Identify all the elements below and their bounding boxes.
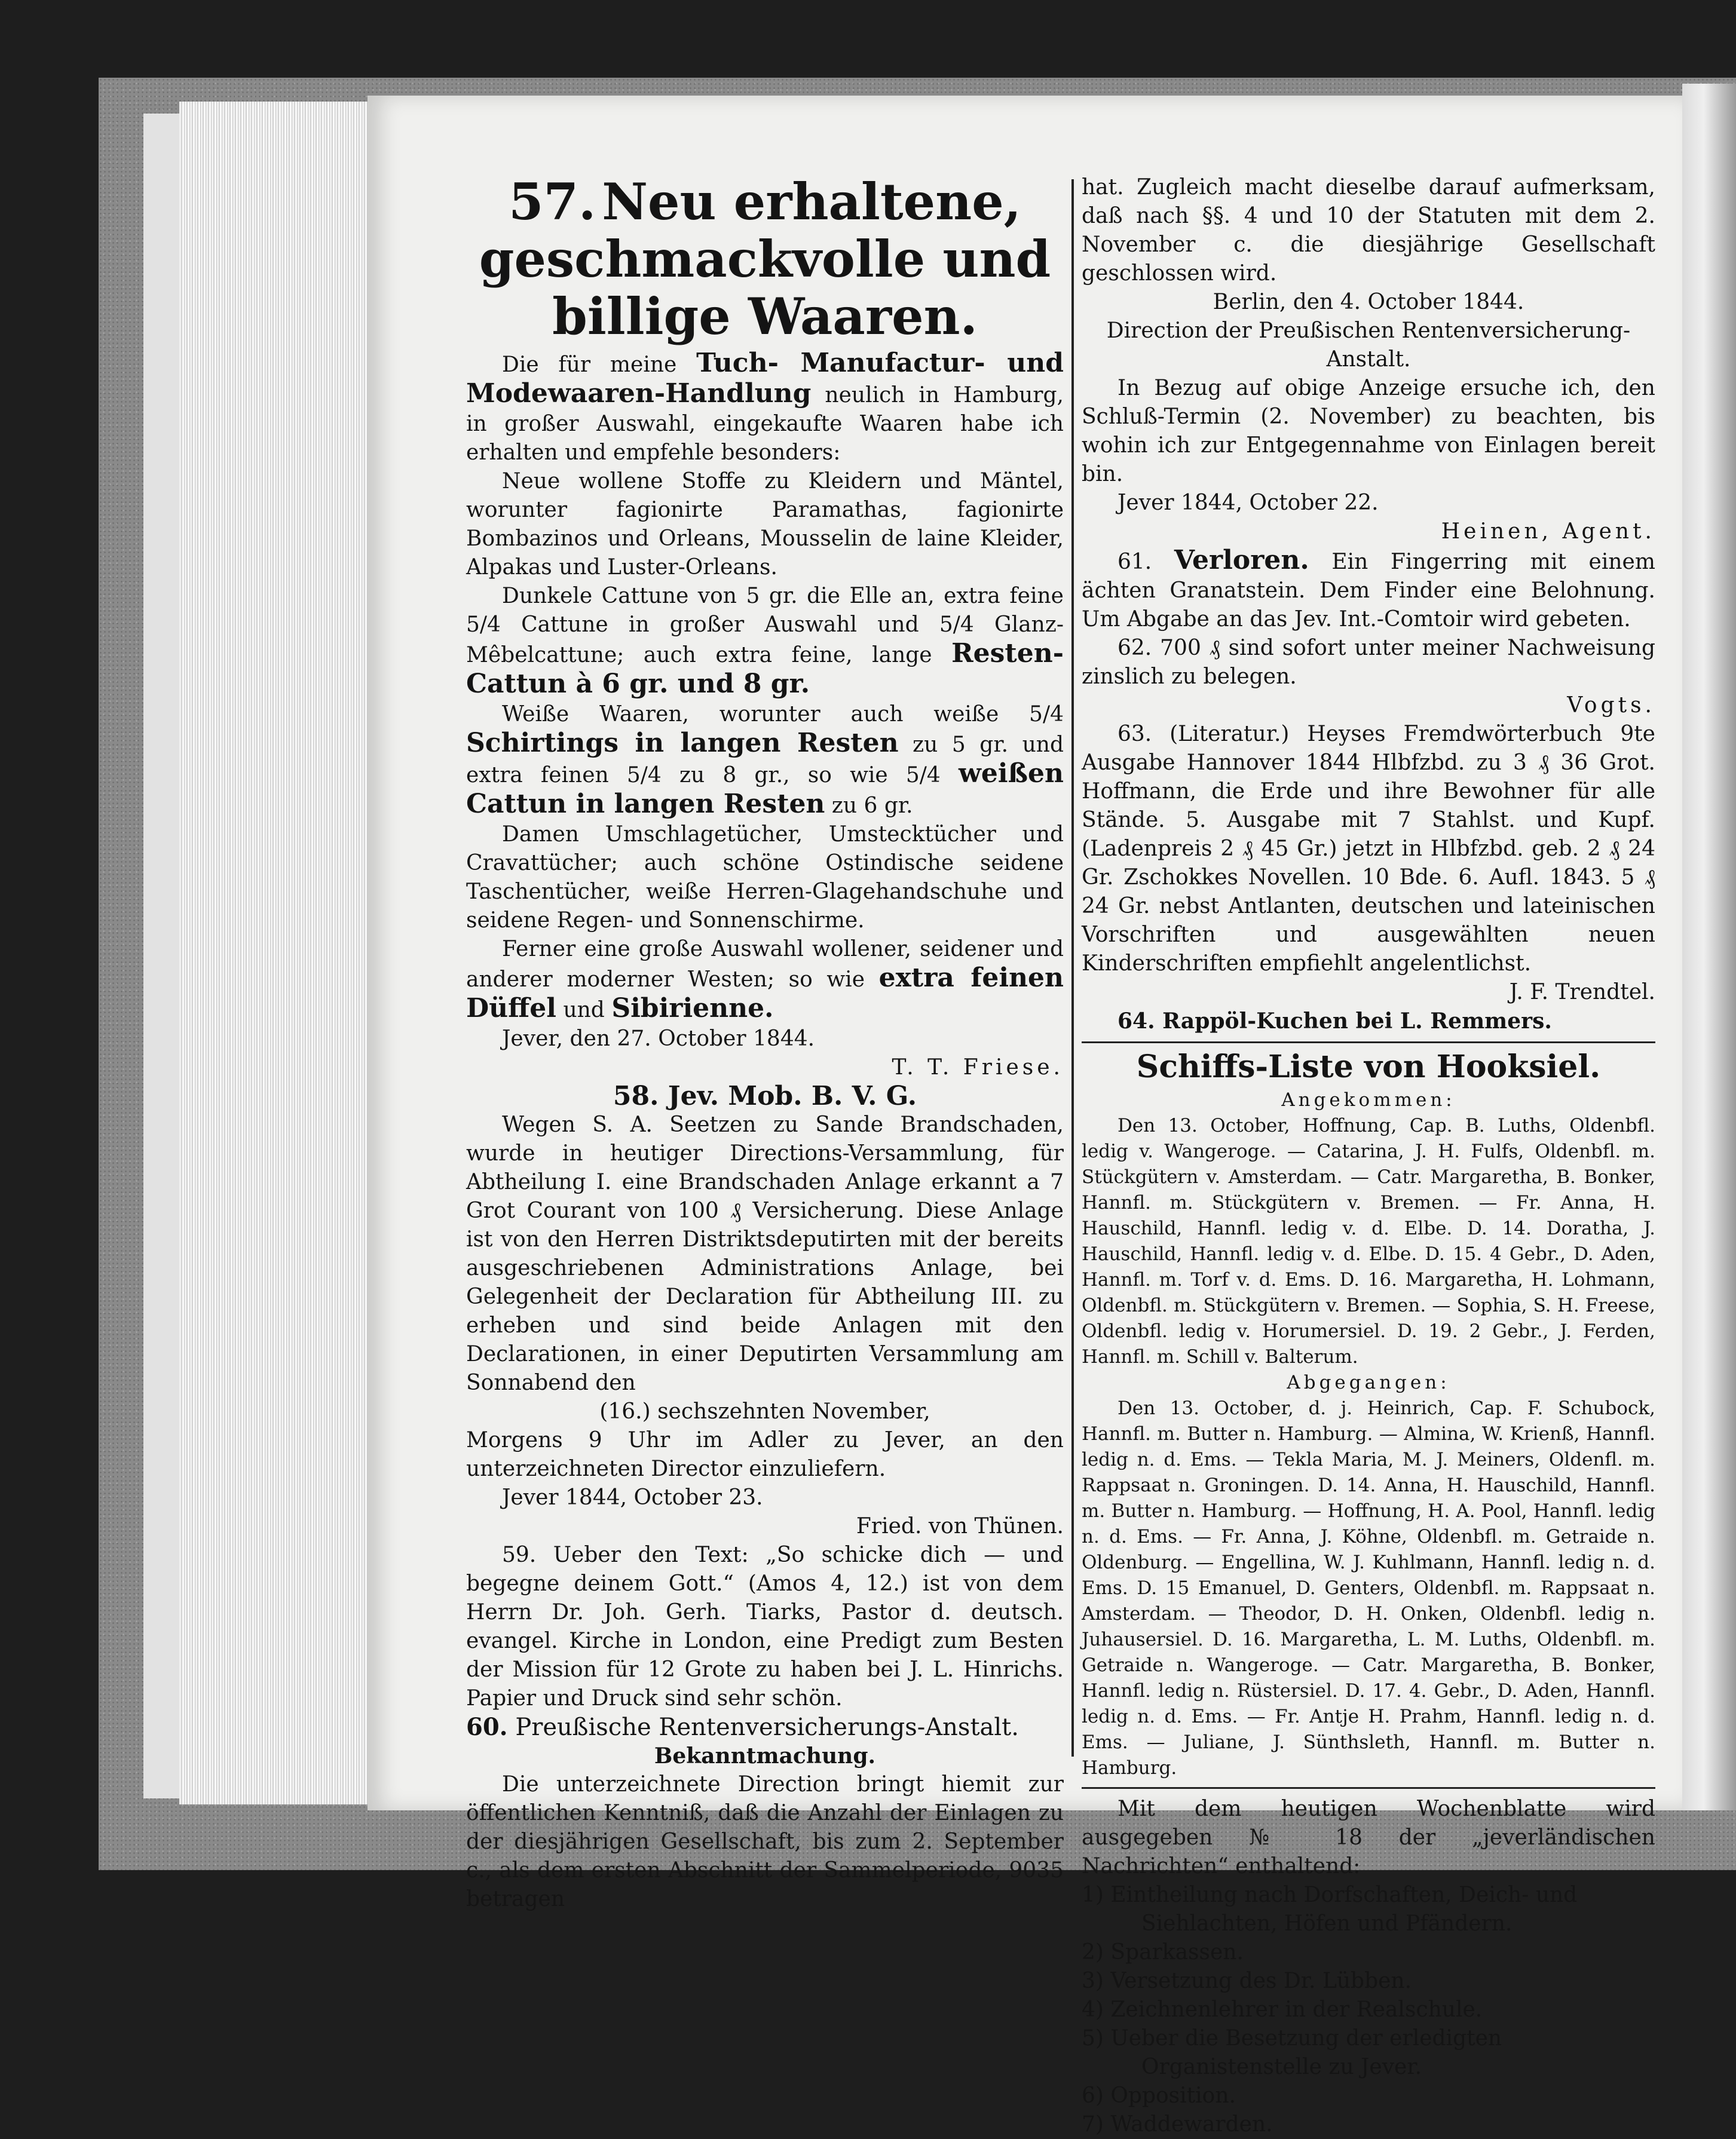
column-divider [1071,179,1074,1757]
notice-57-stoffe: Neue wollene Stoffe zu Kleidern und Mäntel, worunter fagionirte Paramathas, fagionirte Bombazinos und Orleans, Mousselin de laine Kleider, Alpakas und Luster-Orleans. [466,469,1064,580]
contents-item: 6) Opposition. [1082,2083,1236,2108]
notice-60-body: Die unterzeichnete Direction bringt hiemit zur öffentlichen Kenntniß, daß die Anzahl der Einlagen zu der diesjährigen Gesellschaft, bis zum 2. September c., als dem ersten Abschnitt der Sammelperiode, 9035 betragen [466,1772,1064,1911]
notice-60-berlin-date: Berlin, den 4. October 1844. [1213,290,1524,314]
notice-57-intro: Die für meine Tuch- Manufactur- und Modewaaren-Handlung neulich in Hamburg, in großer Auswahl, eingekaufte Waaren habe ich erhalten und empfehle besonders: [466,348,1064,465]
contents-item: 5) Ueber die Besetzung der erledigten Organistenstelle zu Jever. [1082,2026,1502,2079]
notice-63-signature: J. F. Trendtel. [1509,980,1655,1004]
contents-item: 3) Versetzung des Dr. Lübben. [1082,1969,1412,1993]
notice-62-signature: Vogts. [1567,693,1655,718]
notice-60-jever-date: Jever 1844, October 22. [1117,491,1379,515]
section-rule [1082,1041,1655,1043]
notice-58-signature: Fried. von Thünen. [856,1514,1064,1539]
notice-58-place: Jever 1844, October 23. [502,1485,763,1510]
notice-60-title: 60. Preußische Rentenversicherungs-Anstalt. [466,1713,1019,1741]
notice-58-title: 58. Jev. Mob. B. V. G. [613,1081,917,1111]
notice-58-date: (16.) sechszehnten November, [599,1399,930,1424]
notice-58-body2: Morgens 9 Uhr im Adler zu Jever, an den unterzeichneten Director einzuliefern. [466,1428,1064,1481]
arrived-heading: Angekommen: [1281,1089,1456,1111]
section-rule-2 [1082,1787,1655,1789]
notice-57-tuecher: Damen Umschlagetücher, Umstecktücher und Cravattücher; auch schöne Ostindische seidene Taschentücher, weiße Herren-Glagehandschuhe und seidene Regen- und Sonnenschirme. [466,822,1064,933]
notice-57-title: 57. Neu erhaltene, geschmackvolle und billige Waaren. [479,172,1051,346]
notice-57-weisse-waaren: Weiße Waaren, worunter auch weiße 5/4 Schirtings in langen Resten zu 5 gr. und extra feinen 5/4 zu 8 gr., so wie 5/4 weißen Cattun in langen Resten zu 6 gr. [466,702,1064,819]
contents-item: 7) Waddewarden. [1082,2112,1273,2137]
departed-heading: Abgegangen: [1287,1372,1450,1393]
notice-60-agent-signature: Heinen, Agent. [1441,519,1655,544]
ship-list-title: Schiffs-Liste von Hooksiel. [1136,1049,1601,1085]
notice-61: 61. Verloren. Ein Fingerring mit einem ächten Granatstein. Dem Finder eine Belohnung. Um Abgabe an das Jev. Int.-Comtoir wird gebeten. [1082,545,1655,632]
notice-57-signature: T. T. Friese. [892,1055,1064,1080]
notice-63: 63. (Literatur.) Heyses Fremdwörterbuch 9te Ausgabe Hannover 1844 Hlbfzbd. zu 3 ₰ 36 Grot. Hoffmann, die Erde und ihre Bewohner für alle Stände. 5. Ausgabe mit 7 Stahlst. und Kupf. (Ladenpreis 2 ₰ 45 Gr.) jetzt in Hlbfzbd. geb. 2 ₰ 24 Gr. Zschokkes Novellen. 10 Bde. 6. Aufl. 1843. 5 ₰ 24 Gr. nebst Antlanten, deutschen und lateinischen Vorschriften und ausgewählten neuen Kinderschriften empfiehlt angelentlichst. [1082,722,1655,976]
notice-64: 64. Rappöl-Kuchen bei L. Remmers. [1117,1009,1552,1034]
contents-item: 4) Zeichnenlehrer in der Realschule. [1082,1997,1483,2022]
notice-58-body: Wegen S. A. Seetzen zu Sande Brandschaden, wurde in heutiger Directions-Versammlung, für Abtheilung I. eine Brandschaden Anlage erkannt a 7 Grot Courant von 100 ₰ Versicherung. Diese Anlage ist von den Herren Distriktsdeputirten mit der bereits ausgeschriebenen Administrations Anlage, bei Gelegenheit der Declaration für Abtheilung III. zu erheben und sind beide Anlagen mit den Declarationen, in einer Deputirten Versammlung am Sonnabend den [466,1113,1064,1395]
notice-60-subtitle: Bekanntmachung. [654,1743,876,1769]
notice-57-place: Jever, den 27. October 1844. [502,1026,815,1051]
contents-item: 2) Sparkassen. [1082,1940,1244,1965]
newspaper-page [368,96,1682,2137]
notice-60-direction: Direction der Preußischen Rentenversicherung-Anstalt. [1106,318,1631,372]
facing-page-edge [1682,84,1736,1810]
contents-item: 1) Eintheilung nach Dorfschaften, Deich- und Siehlachten, Höfen und Pfändern. [1082,1883,1578,1936]
wochenblatt-notice: Mit dem heutigen Wochenblatte wird ausgegeben № 18 der „jeverländischen Nachrichten“ enthaltend: [1082,1797,1655,1878]
notice-59: 59. Ueber den Text: „So schicke dich — und begegne deinem Gott.“ (Amos 4, 12.) ist von dem Herrn Dr. Joh. Gerh. Tiarks, Pastor d. deutsch. evangel. Kirche in London, eine Predigt zum Besten der Mission für 12 Grote zu haben bei J. L. Hinrichs. Papier und Druck sind sehr schön. [466,1543,1064,1711]
page-edges [179,102,376,1804]
contents-list [1082,1881,1655,2139]
arrived-list: Den 13. October, Hoffnung, Cap. B. Luths, Oldenbfl. ledig v. Wangeroge. — Catarina, J. H. Fulfs, Oldenbfl. m. Stückgütern v. Amsterdam. — Catr. Margaretha, B. Bonker, Hannfl. m. Stückgütern v. Bremen. — Fr. Anna, H. Hauschild, Hannfl. ledig v. d. Elbe. D. 14. Doratha, J. Hauschild, Hannfl. ledig v. d. Elbe. D. 15. 4 Gebr., D. Aden, Hannfl. m. Torf v. d. Ems. D. 16. Margaretha, H. Lohmann, Oldenbfl. m. Stückgütern v. Bremen. — Sophia, S. H. Freese, Oldenbfl. ledig v. Horumersiel. D. 19. 2 Gebr., J. Ferden, Hannfl. m. Schill v. Balterum. [1082,1115,1655,1368]
notice-62: 62. 700 ₰ sind sofort unter meiner Nachweisung zinslich zu belegen. [1082,636,1655,689]
right-column [1082,173,1655,2139]
notice-57-westen: Ferner eine große Auswahl wollener, seidener und anderer moderner Westen; so wie extra feinen Düffel und Sibirienne. [466,937,1064,1023]
departed-list: Den 13. October, d. j. Heinrich, Cap. F. Schubock, Hannfl. m. Butter n. Hamburg. — Almina, W. Krienß, Hannfl. ledig n. d. Ems. — Tekla Maria, M. J. Meiners, Oldenfl. m. Rappsaat n. Groningen. D. 14. Anna, H. Hauschild, Hannfl. m. Butter n. Hamburg. — Hoffnung, H. A. Pool, Hannfl. ledig n. d. Ems. — Fr. Anna, J. Köhne, Oldenbfl. m. Getraide n. Oldenburg. — Engellina, W. J. Kuhlmann, Hannfl. ledig n. d. Ems. D. 15 Emanuel, D. Genters, Oldenbfl. m. Rappsaat n. Amsterdam. — Theodor, D. H. Onken, Oldenbfl. ledig n. Juhausersiel. D. 16. Margaretha, L. M. Luths, Oldenbfl. m. Getraide n. Wangeroge. — Catr. Margaretha, B. Bonker, Hannfl. ledig n. Rüstersiel. D. 17. 4. Gebr., D. Aden, Hannfl. ledig n. d. Ems. — Fr. Antje H. Prahm, Hannfl. ledig n. d. Ems. — Juliane, J. Sünthsleth, Hannfl. m. Butter n. Hamburg. [1082,1398,1655,1779]
notice-60-agent-text: In Bezug auf obige Anzeige ersuche ich, den Schluß-Termin (2. November) zu beachten, bis wohin ich zur Entgegennahme von Einlagen bereit bin. [1082,376,1655,486]
left-column [466,173,1064,1914]
notice-60-continuation: hat. Zugleich macht dieselbe darauf aufmerksam, daß nach §§. 4 und 10 der Statuten mit dem 2. November c. die diesjährige Gesellschaft geschlossen wird. [1082,175,1655,286]
notice-57-cattune: Dunkele Cattune von 5 gr. die Elle an, extra feine 5/4 Cattune in großer Auswahl und 5/4 Glanz-Mêbelcattune; auch extra feine, lange Resten-Cattun à 6 gr. und 8 gr. [466,584,1064,699]
